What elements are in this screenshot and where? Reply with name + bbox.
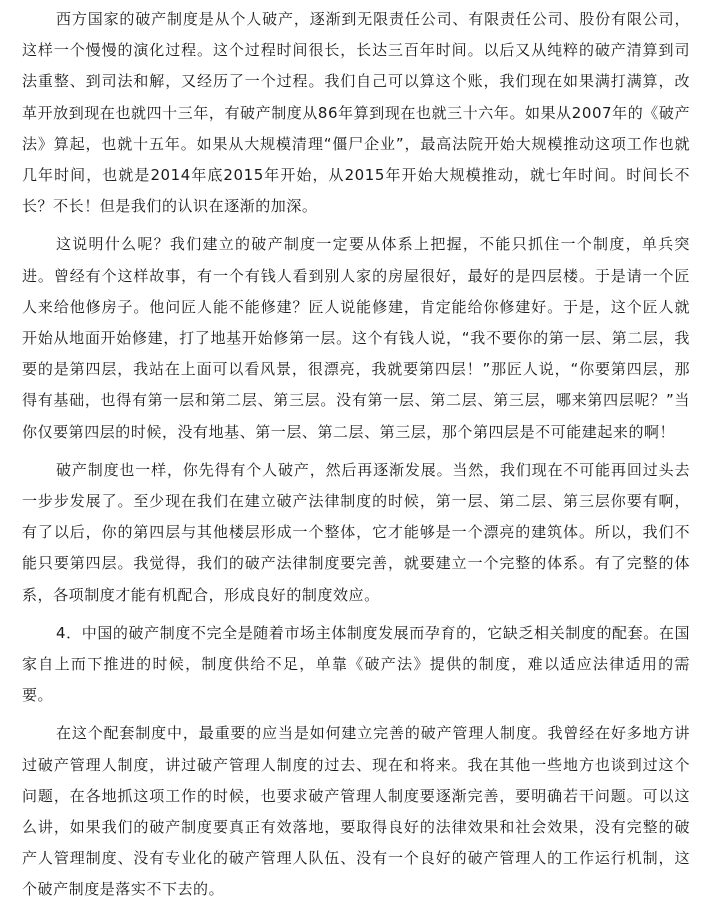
paragraph-point-4: 4．中国的破产制度不完全是随着市场主体制度发展而孕育的，它缺乏相关制度的配套。在国家自上而下推进的时候，制度供给不足，单靠《破产法》提供的制度，难以适应法律适用的需要。 <box>22 623 690 705</box>
paragraph-administrator-system: 在这个配套制度中，最重要的应当是如何建立完善的破产管理人制度。我曾经在好多地方讲过破产管理人制度，讲过破产管理人制度的过去、现在和将来。我在其他一些地方也谈到过这个问题，在各地抓这项工作的时候，也要求破产管理人制度要逐渐完善，要明确若干问题。可以这么讲，如果我们的破产制度要真正有效落地，要取得良好的法律效果和社会效果，没有完整的破产人管理制度、没有专业化的破产管理人队伍、没有一个良好的破产管理人的工作运行机制，这个破产制度是落实不下去的。 <box>22 724 690 899</box>
paragraph-western-bankruptcy-history: 西方国家的破产制度是从个人破产，逐渐到无限责任公司、有限责任公司、股份有限公司，这样一个慢慢的演化过程。这个过程时间很长，长达三百年时间。以后又从纯粹的破产清算到司法重整、到司法和解，又经历了一个过程。我们自己可以算这个账，我们现在如果满打满算，改革开放到现在也就四十三年，有破产制度从86年算到现在也就三十六年。如果从2007年的《破产法》算起，也就十五年。如果从大规模清理“僵尸企业”，最高法院开始大规模推动这项工作也就几年时间，也就是2014年底2015年开始，从2015年开始大规模推动，就七年时间。时间长不长？不长！但是我们的认识在逐渐的加深。 <box>22 10 690 216</box>
paragraph-fourth-floor-story: 这说明什么呢？我们建立的破产制度一定要从体系上把握，不能只抓住一个制度，单兵突进。曾经有个这样故事，有一个有钱人看到别人家的房屋很好，最好的是四层楼。于是请一个匠人来给他修房子。他问匠人能不能修建？匠人说能修建，肯定能给你修建好。于是，这个匠人就开始从地面开始修建，打了地基开始修第一层。这个有钱人说，“我不要你的第一层、第二层，我要的是第四层，我站在上面可以看风景，很漂亮，我就要第四层！”那匠人说，“你要第四层，那得有基础，也得有第一层和第二层、第三层。没有第一层、第二层、第三层，哪来第四层呢？”当你仅要第四层的时候，没有地基、第一层、第二层、第三层，那个第四层是不可能建起来的啊！ <box>22 235 690 441</box>
paragraph-complete-system: 破产制度也一样，你先得有个人破产，然后再逐渐发展。当然，我们现在不可能再回过头去一步步发展了。至少现在我们在建立破产法律制度的时候，第一层、第二层、第三层你要有啊，有了以后，你的第四层与其他楼层形成一个整体，它才能够是一个漂亮的建筑体。所以，我们不能只要第四层。我觉得，我们的破产法律制度要完善，就要建立一个完整的体系。有了完整的体系，各项制度才能有机配合，形成良好的制度效应。 <box>22 460 690 604</box>
document-page <box>22 4 690 913</box>
